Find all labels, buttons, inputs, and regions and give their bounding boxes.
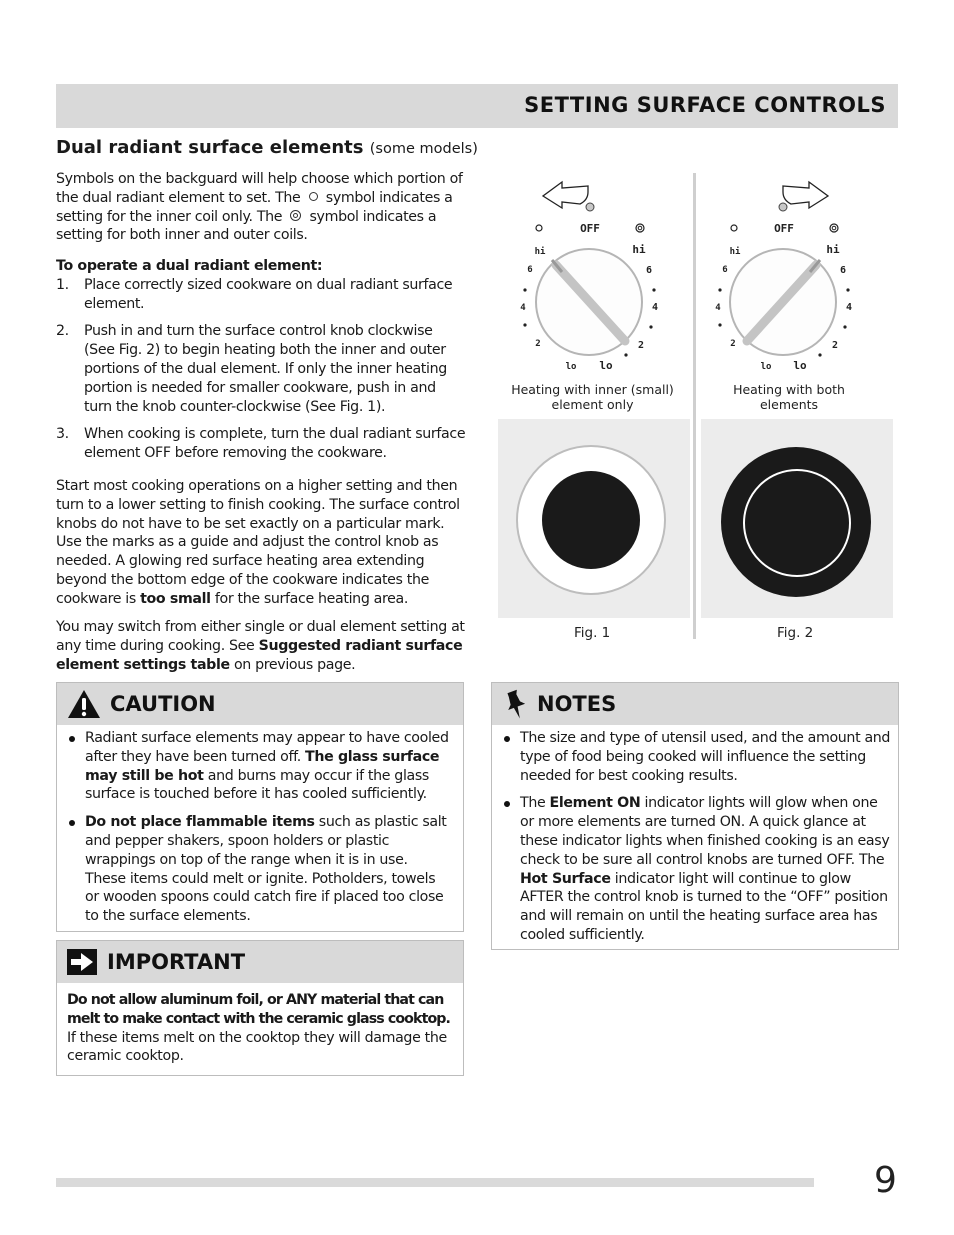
clockwise-arrow-icon — [783, 182, 828, 208]
footer-bar — [56, 1178, 814, 1187]
knob-label-2-left: 2 — [535, 339, 541, 349]
step-text: Push in and turn the surface control knob clockwise (See Fig. 2) to begin heating both the inner and outer portions of the dual element. If only the inner heating portion is needed for smaller cookware, push in and turn the knob counter-clockwise (See Fig. 1). — [84, 323, 447, 415]
pushpin-icon — [504, 689, 528, 721]
element-panel-fig2 — [701, 419, 893, 618]
step-number: 1. — [56, 276, 69, 293]
arrow-right-icon — [67, 949, 97, 975]
counterclockwise-arrow-icon — [543, 182, 588, 208]
list-item: The size and type of utensil used, and the amount and type of food being cooked will influence the setting needed for best cooking results. — [498, 729, 894, 785]
inner-element-heated — [542, 471, 640, 569]
cooking-tips-paragraph — [56, 477, 466, 609]
para2-text-b: on previous page. — [233, 656, 356, 673]
intro-part1: Symbols on the backguard will help choose which portion of the dual radiant element to set. The — [56, 171, 463, 206]
caution-label: CAUTION — [110, 692, 216, 716]
para1-text-b: for the surface heating area. — [214, 590, 409, 607]
knob-label-lo-left: lo — [565, 362, 577, 372]
knob-label-4-right: 4 — [651, 302, 659, 313]
knob-label-4-right: 4 — [845, 302, 853, 313]
knob-label-4-left: 4 — [715, 303, 721, 313]
figure-divider — [693, 173, 696, 639]
caution-list — [63, 729, 451, 926]
caution-box — [56, 682, 464, 932]
warning-triangle-icon — [67, 689, 101, 719]
caution-body — [57, 725, 463, 926]
operate-heading: To operate a dual radiant element: — [56, 258, 323, 274]
knob-label-4-left: 4 — [520, 303, 526, 313]
inner-coil-symbol-icon — [536, 225, 542, 231]
knob-label-2-right: 2 — [831, 340, 839, 351]
element-panel-fig1 — [498, 419, 690, 618]
operate-steps — [56, 276, 466, 463]
step-text: When cooking is complete, turn the dual radiant surface element OFF before removing the cookware. — [84, 426, 466, 462]
knob-label-hi-right: hi — [826, 243, 840, 256]
step-item — [56, 276, 466, 314]
knob-label-6-right: 6 — [645, 265, 653, 276]
important-box — [56, 940, 464, 1076]
important-text: If these items melt on the cooktop they will damage the ceramic cooktop. — [67, 1029, 447, 1065]
important-label: IMPORTANT — [107, 950, 246, 974]
section-title — [56, 137, 478, 158]
para1-text-a: Start most cooking operations on a higher setting and then turn to a lower setting to finish cooking. The surface control knobs do not have to be set exactly on a particular mark. Use the marks as a guide and adjust the control knob as needed. A glowing red surface heating area extending beyond the bottom edge of the cookware indicates the cookware is — [56, 478, 460, 607]
intro-part3: symbol indicates a setting for both inner and outer coils. — [56, 208, 437, 244]
knob-label-hi-left: hi — [534, 247, 546, 257]
notes-list — [498, 729, 894, 945]
inner-coil-symbol-icon — [731, 225, 737, 231]
step-number: 3. — [56, 426, 69, 443]
knob-label-hi-left: hi — [729, 247, 741, 257]
para2-text-a: You may switch from either single or dual element setting at any time during cooking. See — [56, 619, 465, 654]
step-number: 2. — [56, 323, 69, 340]
fig2-label: Fig. 2 — [777, 625, 814, 641]
fig1-label: Fig. 1 — [574, 625, 611, 641]
para2-bold: Suggested radiant surface element settings table — [56, 637, 463, 673]
knob-label-lo-right: lo — [793, 359, 807, 372]
knob-label-hi-right: hi — [632, 243, 646, 256]
knob-diagram-fig1 — [508, 176, 678, 376]
intro-paragraph — [56, 170, 466, 245]
list-item: The Element ON indicator lights will glow when one or more elements are turned ON. A quick glance at these indicator lights when finished cooking is an easy check to be sure all control knobs are turned OFF. The Hot Surface indicator light will continue to glow AFTER the control knob is turned to the “OFF” position and will remain on until the heating surface area has cooled sufficiently. — [498, 794, 894, 944]
important-header — [57, 941, 463, 983]
operate-section — [56, 257, 466, 472]
fig1-caption: Heating with inner (small) element only — [511, 382, 674, 412]
knob-label-off: OFF — [774, 222, 794, 235]
knob-label-6-right: 6 — [839, 265, 847, 276]
knob-label-lo-left: lo — [760, 362, 772, 372]
knob-diagram-fig2 — [703, 176, 873, 376]
important-bold: Do not allow aluminum foil, or ANY material that can melt to make contact with the ceramic glass cooktop. — [67, 992, 451, 1027]
section-title-text: Dual radiant surface elements — [56, 137, 364, 158]
notes-box — [491, 682, 899, 950]
switch-setting-paragraph — [56, 618, 466, 674]
knob-label-2-right: 2 — [637, 340, 645, 351]
para1-bold: too small — [140, 590, 211, 607]
knob-label-6-left: 6 — [722, 265, 728, 275]
knob-indicator-dot — [586, 203, 594, 211]
knob-label-lo-right: lo — [599, 359, 613, 372]
fig2-caption: Heating with both elements — [733, 382, 845, 412]
knob-label-off: OFF — [580, 222, 600, 235]
page-title: SETTING SURFACE CONTROLS — [524, 93, 886, 117]
inner-element-ring — [743, 469, 851, 577]
important-body — [57, 983, 463, 1066]
knob-indicator-dot — [779, 203, 787, 211]
notes-label: NOTES — [537, 692, 617, 716]
notes-header — [492, 683, 898, 725]
dual-coil-symbol-icon — [290, 210, 301, 221]
caution-header — [57, 683, 463, 725]
list-item: Radiant surface elements may appear to have cooled after they have been turned off. The glass surface may still be hot and burns may occur if the glass surface is touched before it has cooled sufficiently. — [63, 729, 451, 804]
step-text: Place correctly sized cookware on dual radiant surface element. — [84, 276, 453, 312]
inner-coil-symbol-icon — [309, 192, 318, 201]
list-item: Do not place flammable items such as plastic salt and pepper shakers, spoon holders or plastic wrappings on top of the range when it is in use. These items could melt or ignite. Potholders, towels or wooden spoons could catch fire if placed too close to the surface elements. — [63, 813, 451, 926]
page-number: 9 — [874, 1160, 897, 1201]
section-subtitle: (some models) — [369, 141, 478, 157]
notes-body — [492, 725, 898, 945]
knob-label-6-left: 6 — [527, 265, 533, 275]
intro-part2: symbol indicates a setting for the inner coil only. The — [56, 189, 453, 225]
step-item — [56, 322, 466, 416]
step-item — [56, 425, 466, 463]
header-bar — [56, 84, 898, 128]
knob-label-2-left: 2 — [730, 339, 736, 349]
